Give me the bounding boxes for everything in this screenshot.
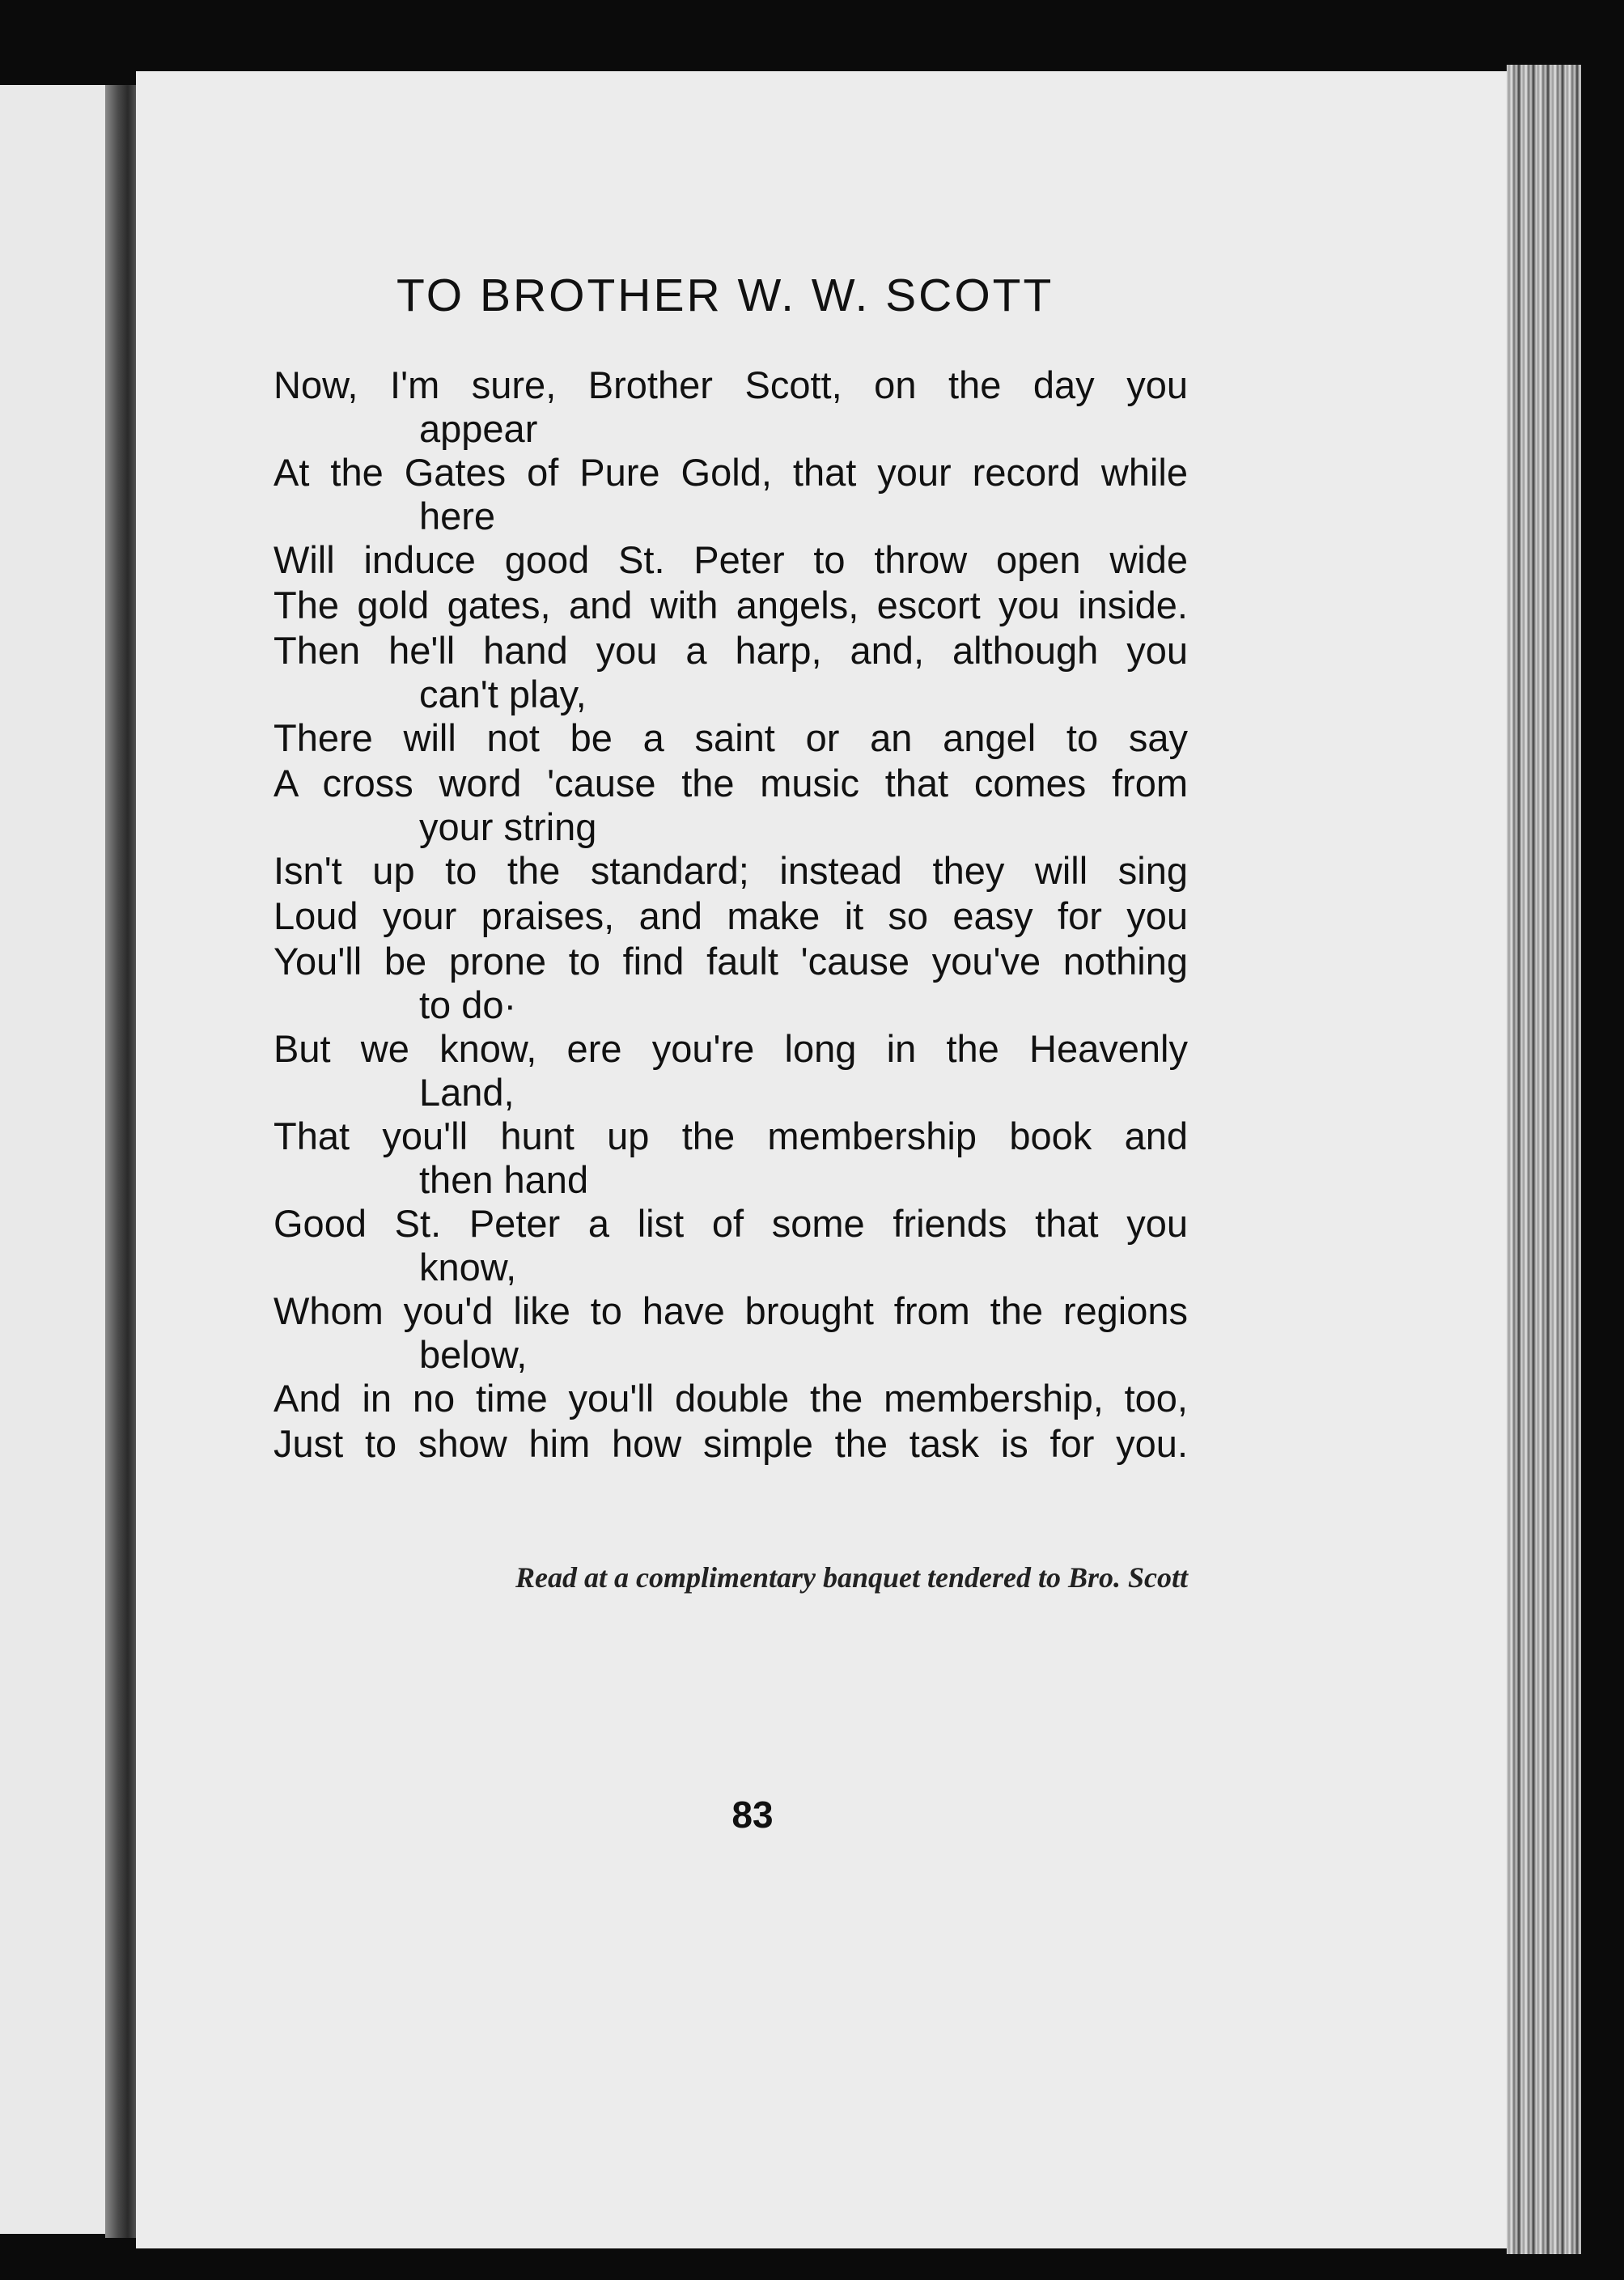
poem-line: Loud your praises, and make it so easy for you — [273, 894, 1188, 937]
poem-line-continuation: here — [419, 495, 496, 537]
poem-line: Just to show him how simple the task is for you. — [273, 1422, 1188, 1465]
poem-line-continuation: then hand — [419, 1158, 589, 1201]
poem-line-continuation: your string — [419, 805, 597, 848]
poem-line: At the Gates of Pure Gold, that your record while — [273, 451, 1188, 494]
poem-line-continuation: below, — [419, 1333, 528, 1376]
book-gutter — [105, 85, 138, 2238]
poem-line: But we know, ere you're long in the Heavenly — [273, 1027, 1188, 1070]
poem-line-continuation: appear — [419, 407, 538, 450]
footnote: Read at a complimentary banquet tendered to Bro. Scott — [515, 1561, 1188, 1594]
poem-line-continuation: can't play, — [419, 673, 587, 715]
poem-line-continuation: know, — [419, 1246, 517, 1289]
poem-line: Then he'll hand you a harp, and, although you — [273, 629, 1188, 672]
poem-body — [273, 363, 1188, 1467]
poem-line: And in no time you'll double the membership, too, — [273, 1377, 1188, 1420]
page-number: 83 — [731, 1794, 774, 1836]
poem-line-continuation: to do· — [419, 983, 517, 1026]
poem-line-continuation: Land, — [419, 1071, 515, 1114]
facing-page-edge — [0, 85, 120, 2234]
poem-line: A cross word 'cause the music that comes from — [273, 762, 1188, 805]
poem-line: There will not be a saint or an angel to say — [273, 716, 1188, 759]
poem-line: That you'll hunt up the membership book and — [273, 1115, 1188, 1157]
poem-line: The gold gates, and with angels, escort you inside. — [273, 584, 1188, 626]
poem-line: Will induce good St. Peter to throw open wide — [273, 538, 1188, 581]
poem-line: Good St. Peter a list of some friends that you — [273, 1202, 1188, 1245]
poem-line: Now, I'm sure, Brother Scott, on the day you — [273, 363, 1188, 406]
poem-title: TO BROTHER W. W. SCOTT — [396, 270, 1054, 321]
poem-line: Isn't up to the standard; instead they will sing — [273, 849, 1188, 892]
poem-line: Whom you'd like to have brought from the regions — [273, 1289, 1188, 1332]
poem-line: You'll be prone to find fault 'cause you've nothing — [273, 940, 1188, 983]
page-stack-edge — [1507, 65, 1581, 2254]
